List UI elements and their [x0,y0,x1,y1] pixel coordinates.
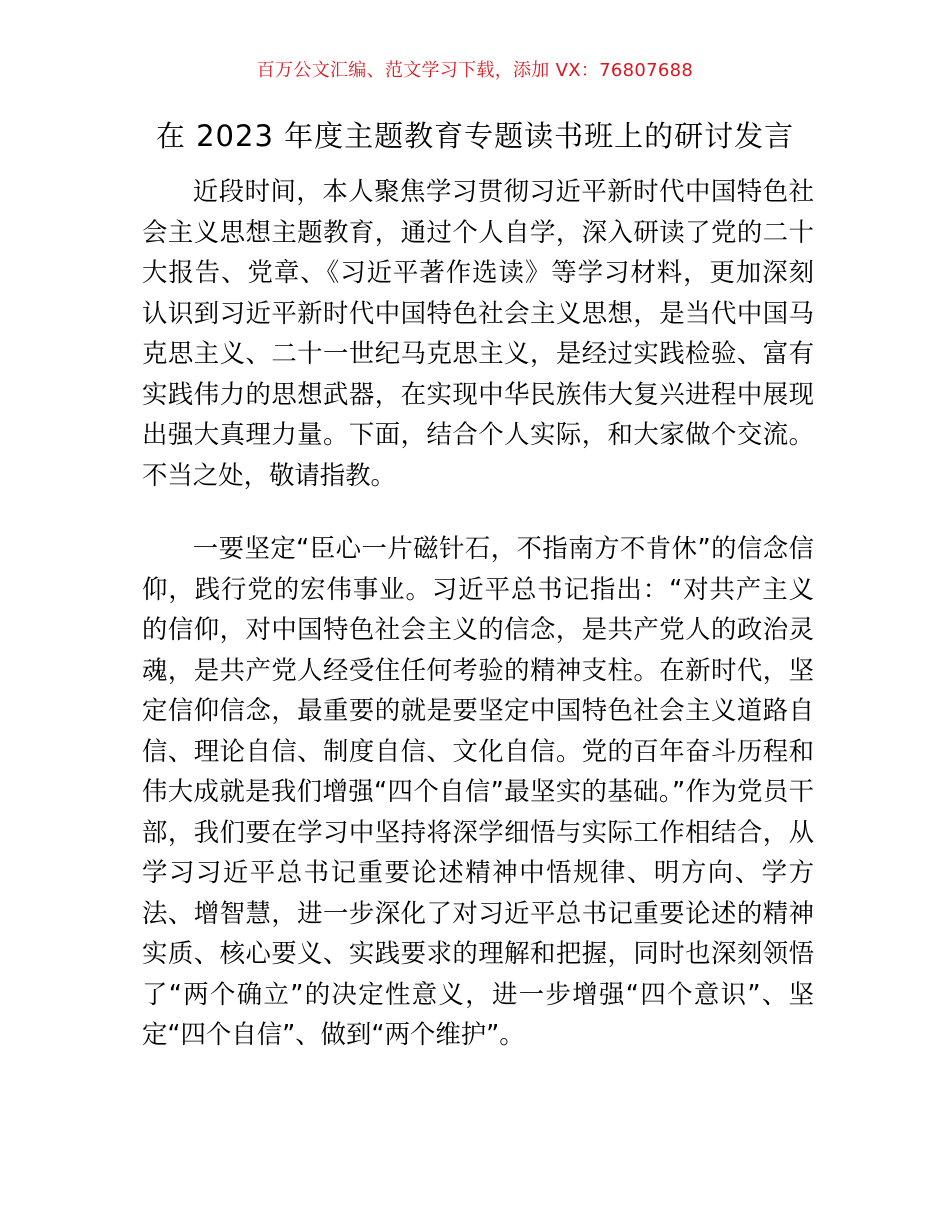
document-title: 在 2023 年度主题教育专题读书班上的研讨发言 [155,119,795,153]
paragraph-intro: 近段时间，本人聚焦学习贯彻习近平新时代中国特色社会主义思想主题教育，通过个人自学，深入研读了党的二十大报告、党章、《习近平著作选读》等学习材料，更加深刻认识到习近平新时代中国特色社会主义思想，是当代中国马克思主义、二十一世纪马克思主义，是经过实践检验、富有实践伟力的思想武器，在实现中华民族伟大复兴进程中展现出强大真理力量。下面，结合个人实际，和大家做个交流。不当之处，敬请指教。 [142,176,814,490]
header-banner: 百万公文汇编、范文学习下载，添加 VX：76807688 [256,60,694,81]
paragraph-point-one: 一要坚定“臣心一片磁针石，不指南方不肯休”的信念信仰，践行党的宏伟事业。习近平总书记指出：“对共产主义的信仰，对中国特色社会主义的信念，是共产党人的政治灵魂，是共产党人经受住任何考验的精神支柱。在新时代，坚定信仰信念，最重要的就是要坚定中国特色社会主义道路自信、理论自信、制度自信、文化自信。党的百年奋斗历程和伟大成就是我们增强“四个自信”最坚实的基础。”作为党员干部，我们要在学习中坚持将深学细悟与实际工作相结合，从学习习近平总书记重要论述精神中悟规律、明方向、学方法、增智慧，进一步深化了对习近平总书记重要论述的精神实质、核心要义、实践要求的理解和把握，同时也深刻领悟了“两个确立”的决定性意义，进一步增强“四个意识”、坚定“四个自信”、做到“两个维护”。 [142,533,814,1049]
